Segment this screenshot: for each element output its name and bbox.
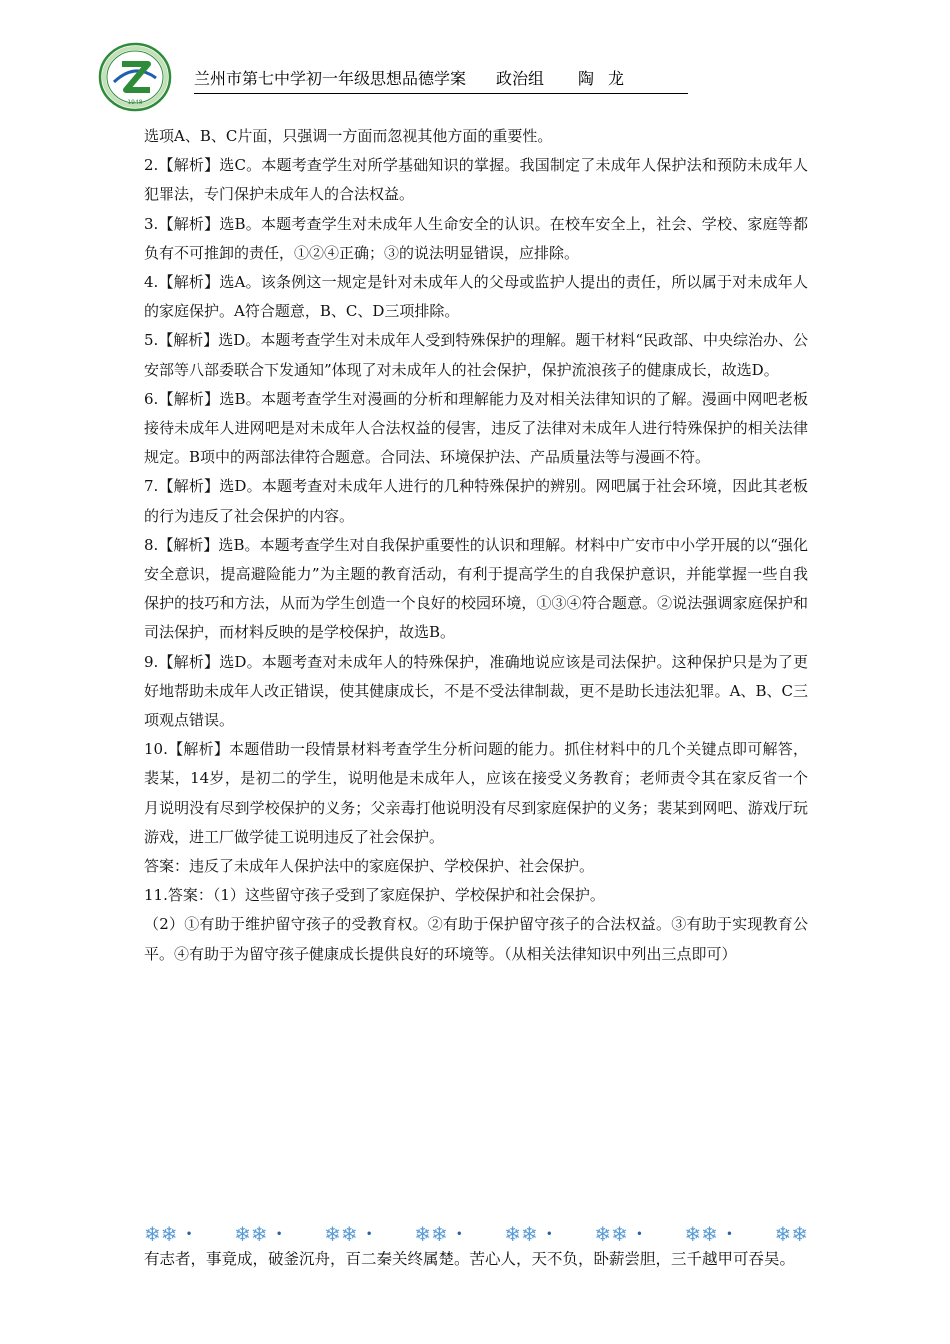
- snowflake-icon: ❄❄ •: [324, 1222, 373, 1246]
- snowflake-icon: ❄❄: [774, 1222, 808, 1246]
- header-author: 陶龙: [578, 69, 639, 88]
- paragraph: 6.【解析】选B。本题考查学生对漫画的分析和理解能力及对相关法律知识的了解。漫画中网吧老板接待未成年人进网吧是对未成年人合法权益的侵害，违反了法律对未成年人进行特殊保护的相关法律规定。B项中的两部法律符合题意。合同法、环境保护法、产品质量法等与漫画不符。: [144, 389, 808, 467]
- school-logo: [98, 42, 172, 112]
- paragraph: 5.【解析】选D。本题考查学生对未成年人受到特殊保护的理解。题干材料“民政部、中央综治办、公安部等八部委联合下发通知”体现了对未成年人的社会保护，保护流浪孩子的健康成长，故选D。: [144, 331, 809, 379]
- paragraph: 9.【解析】选D。本题考查对未成年人的特殊保护，准确地说应该是司法保护。这种保护只是为了更好地帮助未成年人改正错误，使其健康成长，不是不受法律制裁，更不是助长违法犯罪。A、B、C三项观点错误。: [144, 652, 808, 730]
- paragraph: 11.答案：（1）这些留守孩子受到了家庭保护、学校保护和社会保护。: [144, 886, 605, 905]
- snowflake-icon: ❄❄ •: [504, 1222, 553, 1246]
- snowflake-icon: ❄❄ •: [684, 1222, 733, 1246]
- footer-motto: 有志者，事竟成，破釜沉舟，百二秦关终属楚。苦心人，天不负，卧薪尝胆，三千越甲可吞吴。: [144, 1250, 796, 1268]
- paragraph: （2）①有助于维护留守孩子的受教育权。②有助于保护留守孩子的合法权益。③有助于实现教育公平。④有助于为留守孩子健康成长提供良好的环境等。（从相关法律知识中列出三点即可）: [144, 915, 808, 963]
- paragraph: 2.【解析】选C。本题考查学生对所学基础知识的掌握。我国制定了未成年人保护法和预防未成年人犯罪法，专门保护未成年人的合法权益。: [144, 156, 808, 204]
- paragraph: 3.【解析】选B。本题考查学生对未成年人生命安全的认识。在校车安全上，社会、学校、家庭等都负有不可推卸的责任，①②④正确；③的说法明显错误，应排除。: [144, 214, 808, 262]
- footer-decoration: [144, 1222, 808, 1246]
- answer-content: [144, 122, 808, 969]
- header-school: 兰州市第七中学初一年级思想品德学案: [194, 69, 467, 88]
- header-group: 政治组: [496, 69, 545, 88]
- paragraph: 10.【解析】本题借助一段情景材料考查学生分析问题的能力。抓住材料中的几个关键点即可解答，裴某，14岁，是初二的学生，说明他是未成年人，应该在接受义务教育；老师责令其在家反省一个月说明没有尽到学校保护的义务；父亲毒打他说明没有尽到家庭保护的义务；裴某到网吧、游戏厅玩游戏，进工厂做学徒工说明违反了社会保护。: [144, 740, 808, 846]
- paragraph: 答案：违反了未成年人保护法中的家庭保护、学校保护、社会保护。: [144, 857, 595, 876]
- paragraph: 4.【解析】选A。该条例这一规定是针对未成年人的父母或监护人提出的责任，所以属于对未成年人的家庭保护。A符合题意，B、C、D三项排除。: [144, 273, 808, 321]
- snowflake-icon: ❄❄ •: [234, 1222, 283, 1246]
- snowflake-icon: ❄❄ •: [594, 1222, 643, 1246]
- paragraph: 选项A、B、C片面，只强调一方面而忽视其他方面的重要性。: [144, 127, 553, 145]
- paragraph: 7.【解析】选D。本题考查对未成年人进行的几种特殊保护的辨别。网吧属于社会环境，因此其老板的行为违反了社会保护的内容。: [144, 477, 808, 525]
- paragraph: 8.【解析】选B。本题考查学生对自我保护重要性的认识和理解。材料中广安市中小学开展的以“强化安全意识，提高避险能力”为主题的教育活动，有利于提高学生的自我保护意识，并能掌握一些自我保护的技巧和方法，从而为学生创造一个良好的校园环境，①③④符合题意。②说法强调家庭保护和司法保护，而材料反映的是学校保护，故选B。: [144, 535, 808, 642]
- snowflake-icon: ❄❄ •: [414, 1222, 463, 1246]
- svg-text:1948: 1948: [127, 99, 143, 106]
- snowflake-icon: ❄❄ •: [144, 1222, 193, 1246]
- page-header: [194, 66, 688, 94]
